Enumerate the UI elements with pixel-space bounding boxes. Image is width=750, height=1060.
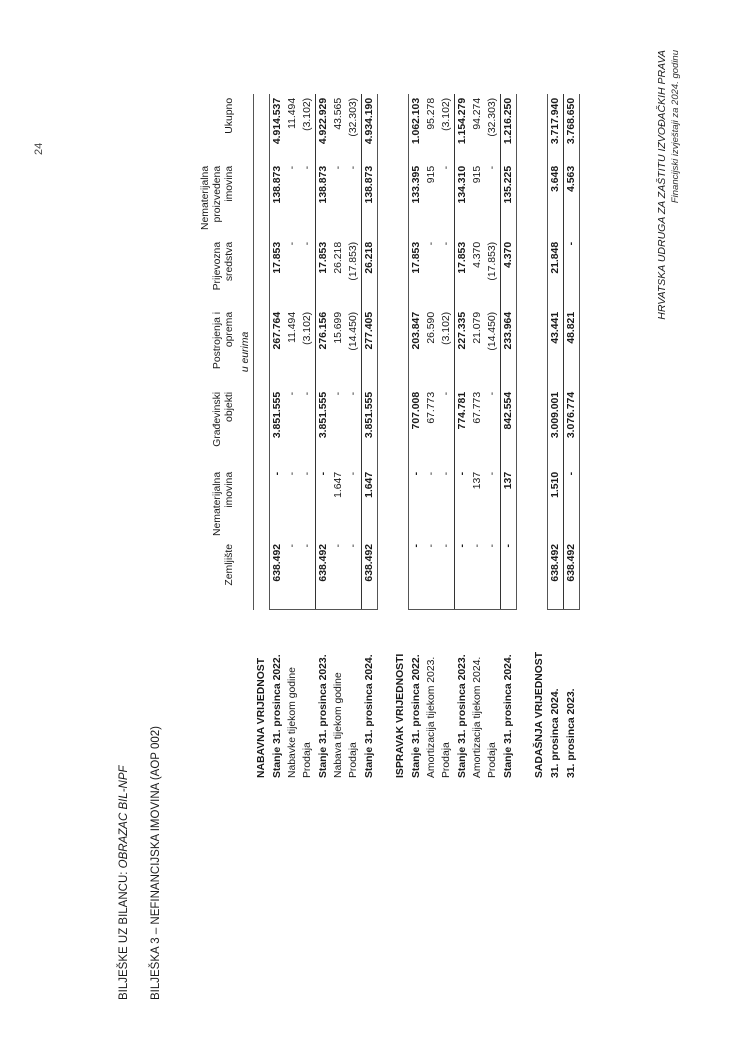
section-title-cell: NABAVNA VRIJEDNOST (256, 657, 267, 778)
value-cell: 67.773 (426, 391, 437, 424)
value-cell: 26.590 (426, 311, 437, 344)
value-cell: 3.851.555 (362, 388, 378, 468)
value-cell: 4.914.537 (270, 94, 286, 162)
value-cell: 138.873 (316, 162, 332, 238)
value-cell: 4.370 (501, 238, 517, 308)
row-label: Stanje 31. prosinca 2024. (503, 654, 514, 778)
value-cell: 203.847 (409, 308, 425, 388)
value-cell: 638.492 (564, 540, 580, 610)
value-cell: (14.450) (487, 311, 498, 351)
value-cell: - (426, 241, 437, 246)
table-row (362, 94, 378, 782)
asset-table (200, 94, 580, 782)
table-row (470, 94, 485, 782)
table-row (424, 94, 439, 782)
value-cell: 3.851.555 (270, 388, 286, 468)
value-cell: - (287, 391, 298, 396)
value-cell: (3.102) (302, 311, 313, 345)
value-cell: - (564, 238, 580, 308)
row-label: Stanje 31. prosinca 2023. (456, 654, 468, 778)
value-cell: - (333, 165, 344, 170)
value-cell: - (409, 540, 425, 610)
section-header-row (393, 94, 409, 782)
value-cell: 3.768.650 (564, 94, 580, 162)
table-body (254, 94, 580, 782)
table-row (331, 94, 346, 782)
value-cell: 4.934.190 (362, 94, 378, 162)
value-cell: 638.492 (362, 540, 378, 610)
value-cell: 638.492 (316, 540, 332, 610)
table-row (439, 94, 455, 782)
column-header: Nematerijalna imovina (212, 471, 235, 536)
row-label: Prodaja (441, 742, 453, 778)
value-cell: 17.853 (409, 238, 425, 308)
value-cell: - (302, 241, 313, 246)
value-cell: 1.510 (548, 468, 564, 540)
table-row (409, 94, 425, 782)
value-cell: - (302, 391, 313, 396)
value-cell: 277.405 (362, 308, 378, 388)
column-header: Zemljište (224, 544, 235, 586)
value-cell: (3.102) (441, 97, 452, 131)
value-cell: - (409, 468, 425, 540)
row-label: Amortizacija tijekom 2024. (472, 656, 483, 778)
value-cell: - (441, 165, 452, 170)
row-label: Stanje 31. prosinca 2024. (364, 654, 375, 778)
value-cell: - (346, 540, 362, 610)
value-cell: 4.563 (564, 162, 580, 238)
value-cell: - (564, 468, 580, 540)
column-header: Postrojenja i oprema (212, 311, 235, 370)
table-row (564, 94, 580, 782)
table-row (455, 94, 471, 782)
value-cell: - (287, 165, 298, 170)
value-cell: 638.492 (548, 540, 564, 610)
page-number: 24 (33, 142, 45, 155)
value-cell: - (501, 540, 517, 610)
value-cell: 3.851.555 (316, 388, 332, 468)
table-header-row (200, 94, 238, 782)
value-cell: 138.873 (270, 162, 286, 238)
value-cell: 1.647 (362, 468, 378, 540)
value-cell: - (441, 471, 452, 476)
value-cell: - (487, 391, 498, 396)
row-label: Stanje 31. prosinca 2022. (410, 654, 422, 778)
value-cell: 4.370 (472, 241, 483, 268)
value-cell: (14.450) (348, 311, 359, 351)
value-cell: 138.873 (362, 162, 378, 238)
value-cell: - (333, 391, 344, 396)
section-title-cell: ISPRAVAK VRIJEDNOSTI (395, 653, 407, 778)
row-label: Nabava tijekom godine (333, 672, 344, 778)
value-cell: 3.717.940 (548, 94, 564, 162)
document-header (656, 50, 682, 530)
value-cell: 26.218 (333, 241, 344, 274)
value-cell: 3.076.774 (564, 388, 580, 468)
value-cell: (32.303) (348, 97, 359, 137)
value-cell: 842.554 (501, 388, 517, 468)
value-cell: 26.218 (362, 238, 378, 308)
value-cell: - (348, 165, 359, 170)
value-cell: 21.848 (548, 238, 564, 308)
row-label: Prodaja (348, 742, 360, 778)
value-cell: 95.278 (426, 97, 437, 130)
value-cell: 137 (501, 468, 517, 540)
value-cell: - (470, 540, 485, 610)
value-cell: 133.395 (409, 162, 425, 238)
value-cell: 21.079 (472, 311, 483, 344)
table-row (285, 94, 300, 782)
value-cell: 3.648 (548, 162, 564, 238)
value-cell: - (455, 540, 471, 610)
value-cell: 43.565 (333, 97, 344, 130)
section-spacer (517, 94, 533, 782)
value-cell: - (487, 165, 498, 170)
value-cell: (32.303) (487, 97, 498, 137)
report-subtitle: Financijski izvještaji za 2024. godinu (670, 50, 681, 204)
unit-row (238, 94, 254, 782)
value-cell: 11.494 (287, 311, 298, 343)
value-cell: 707.008 (409, 388, 425, 468)
section-spacer (378, 94, 394, 782)
value-cell: 1.216.250 (501, 94, 517, 162)
value-cell: - (441, 241, 452, 246)
value-cell: 4.922.929 (316, 94, 332, 162)
value-cell: 3.009.001 (548, 388, 564, 468)
section-header-row (254, 94, 270, 782)
note-title: BILJEŠKA 3 – NEFINANCIJSKA IMOVINA (AOP 002) (150, 726, 162, 1000)
row-label: Stanje 31. prosinca 2023. (317, 654, 329, 778)
value-cell: (3.102) (441, 311, 452, 345)
value-cell: (3.102) (302, 97, 313, 131)
value-cell: - (285, 540, 300, 610)
table-row (485, 94, 501, 782)
unit-label: u eurima (238, 94, 254, 610)
section-title-cell: SADAŠNJA VRIJEDNOST (534, 651, 546, 778)
table-row (346, 94, 362, 782)
value-cell: - (348, 471, 359, 476)
value-cell: - (424, 540, 439, 610)
value-cell: - (348, 391, 359, 396)
value-cell: 915 (472, 165, 483, 184)
value-cell: 1.154.279 (455, 94, 471, 162)
value-cell: - (487, 471, 498, 476)
value-cell: - (302, 471, 313, 476)
value-cell: - (439, 540, 455, 610)
table-row (316, 94, 332, 782)
value-cell: (17.853) (487, 241, 498, 281)
section-header-row (532, 94, 548, 782)
row-label: Amortizacija tijekom 2023. (426, 656, 437, 778)
value-cell: 638.492 (270, 540, 286, 610)
value-cell: 43.441 (548, 308, 564, 388)
value-cell: - (485, 540, 501, 610)
value-cell: 17.853 (316, 238, 332, 308)
row-label: 31. prosinca 2024. (550, 688, 561, 778)
value-cell: - (300, 540, 316, 610)
row-label: 31. prosinca 2023. (566, 688, 577, 778)
table-row (548, 94, 564, 782)
value-cell: 17.853 (270, 238, 286, 308)
organization-name: HRVATSKA UDRUGA ZA ZAŠTITU IZVOĐAČKIH PRAVA (656, 50, 668, 320)
row-label: Prodaja (302, 742, 314, 778)
value-cell: 48.821 (564, 308, 580, 388)
column-header: Prijevozna sredstva (212, 241, 235, 291)
column-header: Nematerijalna proizvedena imovina (200, 165, 235, 230)
value-cell: 774.781 (455, 388, 471, 468)
value-cell: (17.853) (348, 241, 359, 281)
value-cell: 227.335 (455, 308, 471, 388)
value-cell: 17.853 (455, 238, 471, 308)
value-cell: 267.764 (270, 308, 286, 388)
table-row (270, 94, 286, 782)
column-header: Građevinski objekti (212, 391, 235, 447)
row-label: Prodaja (487, 742, 499, 778)
value-cell: 137 (472, 471, 483, 490)
table-row (300, 94, 316, 782)
value-cell: 134.310 (455, 162, 471, 238)
value-cell: - (441, 391, 452, 396)
value-cell: 15.699 (333, 311, 344, 344)
value-cell: - (426, 471, 437, 476)
value-cell: - (331, 540, 346, 610)
value-cell: 1.647 (333, 471, 344, 498)
row-label: Nabavke tijekom godine (287, 667, 298, 778)
value-cell: - (302, 165, 313, 170)
value-cell: - (287, 471, 298, 476)
value-cell: 276.156 (316, 308, 332, 388)
value-cell: 915 (426, 165, 437, 184)
value-cell: 233.964 (501, 308, 517, 388)
value-cell: 11.494 (287, 97, 298, 129)
value-cell: - (455, 468, 471, 540)
value-cell: - (287, 241, 298, 246)
table-row (501, 94, 517, 782)
column-header: Ukupno (224, 97, 235, 134)
row-label: Stanje 31. prosinca 2022. (271, 654, 283, 778)
value-cell: - (316, 468, 332, 540)
value-cell: - (270, 468, 286, 540)
value-cell: 94.274 (472, 97, 483, 130)
value-cell: 1.062.103 (409, 94, 425, 162)
value-cell: 67.773 (472, 391, 483, 424)
value-cell: 135.225 (501, 162, 517, 238)
section-title: BILJEŠKE UZ BILANCU: OBRAZAC BIL-NPF (118, 765, 130, 1000)
